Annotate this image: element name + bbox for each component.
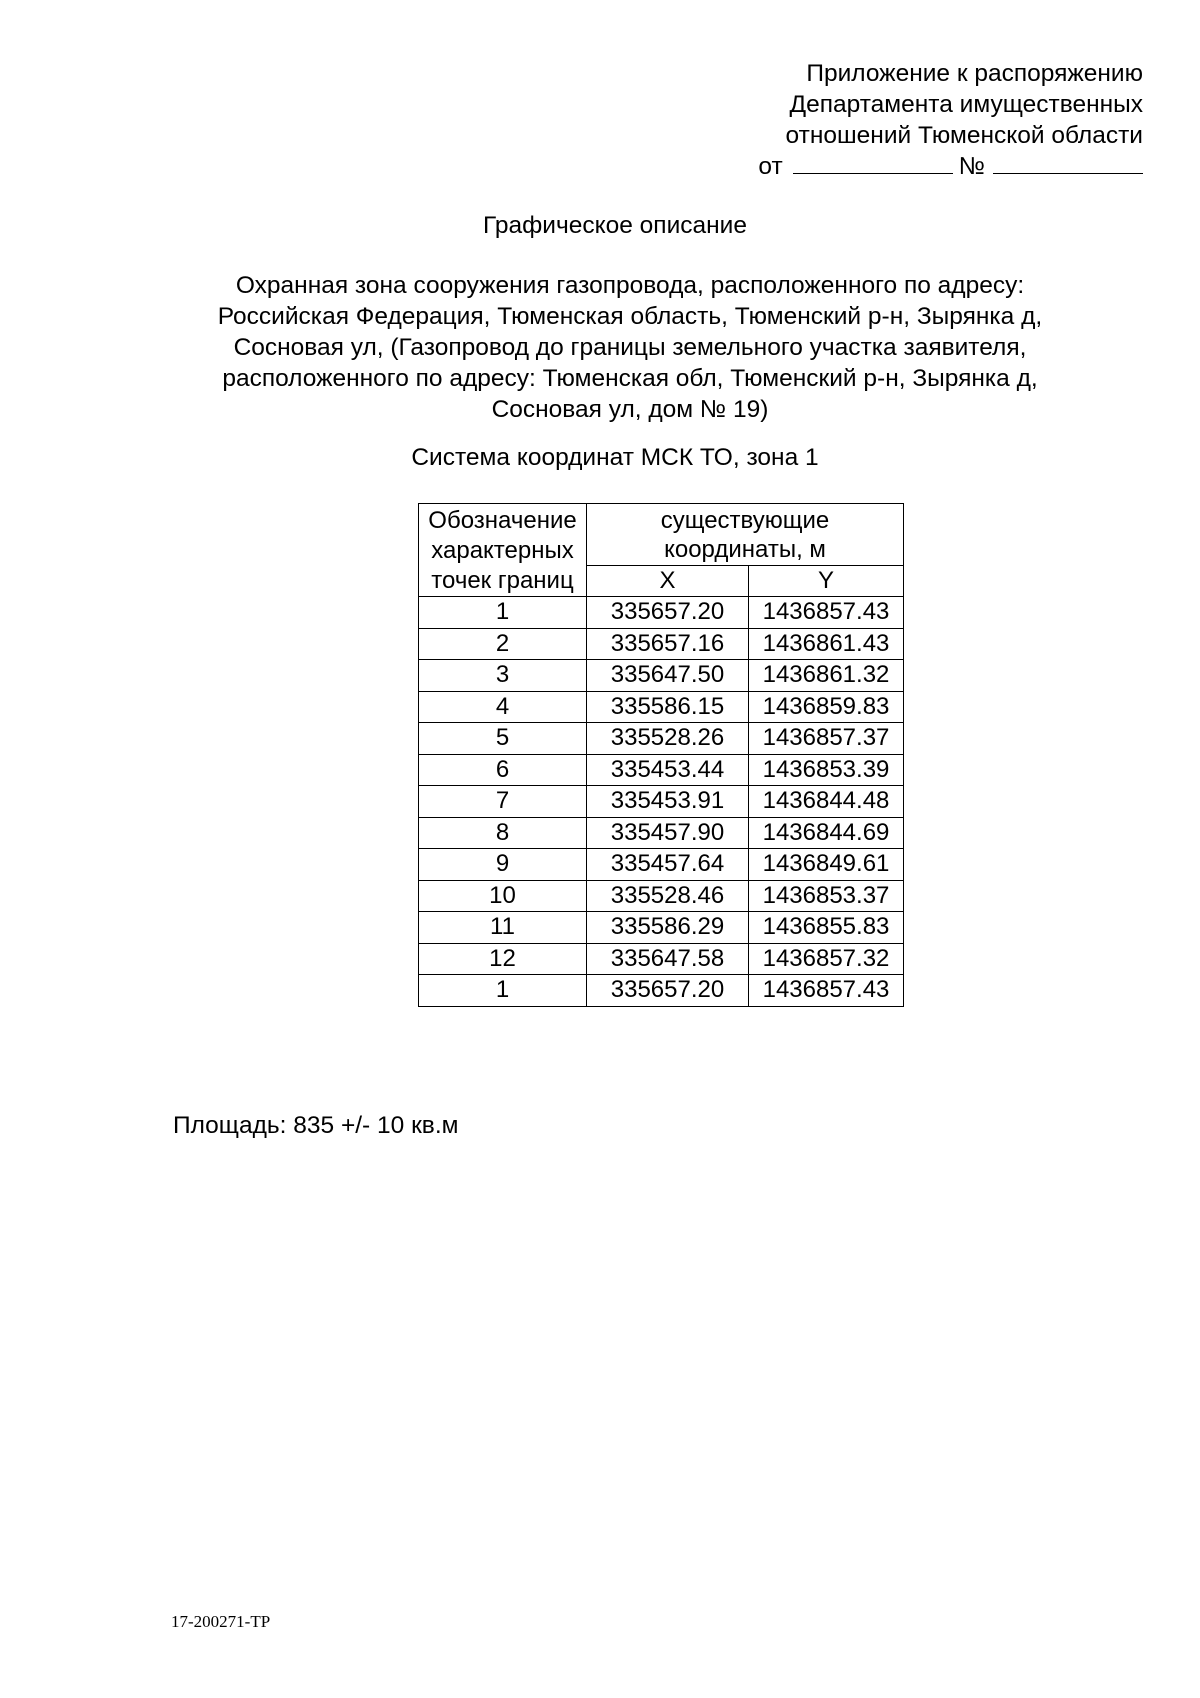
header-x: X — [587, 566, 749, 597]
date-blank — [793, 153, 953, 174]
y-cell: 1436855.83 — [749, 912, 904, 944]
point-cell: 8 — [419, 817, 587, 849]
y-cell: 1436844.69 — [749, 817, 904, 849]
appendix-date-number-line — [683, 151, 1143, 182]
x-cell: 335453.44 — [587, 754, 749, 786]
y-cell: 1436853.37 — [749, 880, 904, 912]
coordinates-table — [418, 503, 904, 1007]
point-cell: 1 — [419, 975, 587, 1007]
point-cell: 6 — [419, 754, 587, 786]
x-cell: 335453.91 — [587, 786, 749, 818]
table-row — [419, 597, 904, 629]
coordinate-system: Система координат МСК ТО, зона 1 — [411, 444, 819, 471]
point-cell: 12 — [419, 943, 587, 975]
y-cell: 1436859.83 — [749, 691, 904, 723]
table-row — [419, 817, 904, 849]
description-line-4: расположенного по адресу: Тюменская обл, Тюменский р-н, Зырянка д, — [222, 365, 1038, 392]
header-point-line-3: точек границ — [431, 567, 574, 594]
table-row — [419, 691, 904, 723]
table-row — [419, 880, 904, 912]
y-cell: 1436857.43 — [749, 597, 904, 629]
y-cell: 1436857.32 — [749, 943, 904, 975]
x-cell: 335647.58 — [587, 943, 749, 975]
x-cell: 335586.29 — [587, 912, 749, 944]
description-line-3: Сосновая ул, (Газопровод до границы земельного участка заявителя, — [233, 334, 1027, 361]
description-line-5: Сосновая ул, дом № 19) — [491, 396, 769, 423]
point-cell: 10 — [419, 880, 587, 912]
zone-description — [150, 270, 1110, 425]
x-cell: 335457.64 — [587, 849, 749, 881]
header-point-designation — [419, 504, 587, 597]
date-prefix: от — [758, 153, 783, 180]
x-cell: 335657.20 — [587, 975, 749, 1007]
header-coords-line-2: координаты, м — [664, 535, 826, 563]
table-row — [419, 660, 904, 692]
document-title: Графическое описание — [483, 212, 747, 239]
appendix-line-2: Департамента имущественных — [789, 91, 1143, 118]
description-line-2: Российская Федерация, Тюменская область, Тюменский р-н, Зырянка д, — [217, 303, 1043, 330]
x-cell: 335528.46 — [587, 880, 749, 912]
x-cell: 335657.20 — [587, 597, 749, 629]
footer-document-code: 17-200271-ТР — [171, 1612, 271, 1631]
header-point-line-2: характерных — [431, 537, 574, 564]
x-cell: 335586.15 — [587, 691, 749, 723]
appendix-line-1: Приложение к распоряжению — [806, 60, 1143, 87]
description-line-1: Охранная зона сооружения газопровода, расположенного по адресу: — [235, 272, 1025, 299]
appendix-header — [683, 58, 1143, 182]
header-existing-coordinates — [587, 504, 904, 566]
table-row — [419, 943, 904, 975]
number-sign: № — [958, 153, 985, 180]
x-cell: 335647.50 — [587, 660, 749, 692]
table-row — [419, 786, 904, 818]
point-cell: 11 — [419, 912, 587, 944]
x-cell: 335457.90 — [587, 817, 749, 849]
point-cell: 5 — [419, 723, 587, 755]
table-row — [419, 975, 904, 1007]
x-cell: 335528.26 — [587, 723, 749, 755]
table-row — [419, 628, 904, 660]
point-cell: 3 — [419, 660, 587, 692]
y-cell: 1436861.43 — [749, 628, 904, 660]
point-cell: 4 — [419, 691, 587, 723]
header-y: Y — [749, 566, 904, 597]
table-row — [419, 754, 904, 786]
point-cell: 2 — [419, 628, 587, 660]
y-cell: 1436849.61 — [749, 849, 904, 881]
coordinates-table-body — [419, 597, 904, 1007]
appendix-line-3: отношений Тюменской области — [785, 122, 1143, 149]
table-row — [419, 849, 904, 881]
header-coords-line-1: существующие — [660, 506, 830, 534]
number-blank — [993, 153, 1143, 174]
table-row — [419, 723, 904, 755]
header-point-line-1: Обозначение — [428, 507, 577, 534]
y-cell: 1436853.39 — [749, 754, 904, 786]
area-value: Площадь: 835 +/- 10 кв.м — [173, 1112, 459, 1139]
y-cell: 1436844.48 — [749, 786, 904, 818]
point-cell: 9 — [419, 849, 587, 881]
point-cell: 1 — [419, 597, 587, 629]
y-cell: 1436857.37 — [749, 723, 904, 755]
y-cell: 1436861.32 — [749, 660, 904, 692]
table-row — [419, 912, 904, 944]
x-cell: 335657.16 — [587, 628, 749, 660]
point-cell: 7 — [419, 786, 587, 818]
y-cell: 1436857.43 — [749, 975, 904, 1007]
